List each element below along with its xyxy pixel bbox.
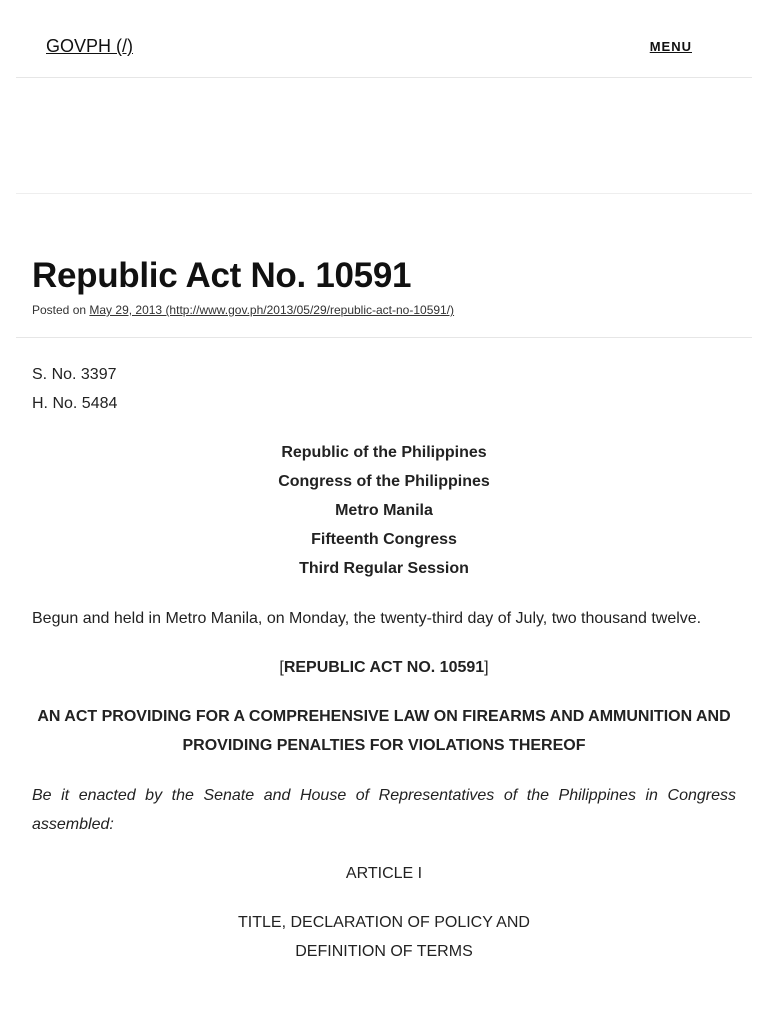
bracket-close: ] bbox=[484, 659, 489, 676]
govph-home-link[interactable]: GOVPH (/) bbox=[46, 36, 134, 56]
bill-numbers bbox=[32, 360, 736, 418]
heading-line: Congress of the Philippines bbox=[278, 473, 490, 490]
page-title: Republic Act No. 10591 bbox=[32, 256, 412, 295]
article-heading: ARTICLE I bbox=[345, 865, 423, 882]
posted-prefix: Posted on bbox=[32, 303, 87, 317]
heading-line: Metro Manila bbox=[335, 502, 433, 519]
government-heading bbox=[32, 438, 736, 583]
enactment-clause: Be it enacted by the Senate and House of Representatives of the Philippines in Congress assembled: bbox=[32, 787, 736, 833]
ra-number-text: REPUBLIC ACT NO. 10591 bbox=[283, 659, 485, 676]
republic-act-number bbox=[32, 653, 736, 682]
post-header bbox=[16, 194, 752, 338]
article-title-line: DEFINITION OF TERMS bbox=[295, 943, 473, 960]
article-title-line: TITLE, DECLARATION OF POLICY AND bbox=[238, 914, 530, 931]
menu-button[interactable]: MENU bbox=[649, 39, 692, 54]
house-bill-number: H. No. 5484 bbox=[32, 395, 118, 412]
posted-meta bbox=[32, 303, 454, 317]
posted-date-link[interactable]: May 29, 2013 (http://www.gov.ph/2013/05/29/republic-act-no-10591/) bbox=[89, 303, 455, 317]
act-title: AN ACT PROVIDING FOR A COMPREHENSIVE LAW ON FIREARMS AND AMMUNITION AND PROVIDING PENALTIES FOR VIOLATIONS THEREOF bbox=[37, 708, 731, 754]
session-statement: Begun and held in Metro Manila, on Monday, the twenty-third day of July, two thousand twelve. bbox=[32, 610, 702, 627]
heading-line: Third Regular Session bbox=[299, 560, 469, 577]
heading-line: Fifteenth Congress bbox=[311, 531, 457, 548]
senate-bill-number: S. No. 3397 bbox=[32, 366, 117, 383]
bracket-open: [ bbox=[279, 659, 284, 676]
heading-line: Republic of the Philippines bbox=[281, 444, 487, 461]
banner-area bbox=[16, 78, 752, 194]
document-body bbox=[32, 360, 736, 966]
site-header bbox=[16, 0, 752, 78]
article-title bbox=[32, 908, 736, 966]
